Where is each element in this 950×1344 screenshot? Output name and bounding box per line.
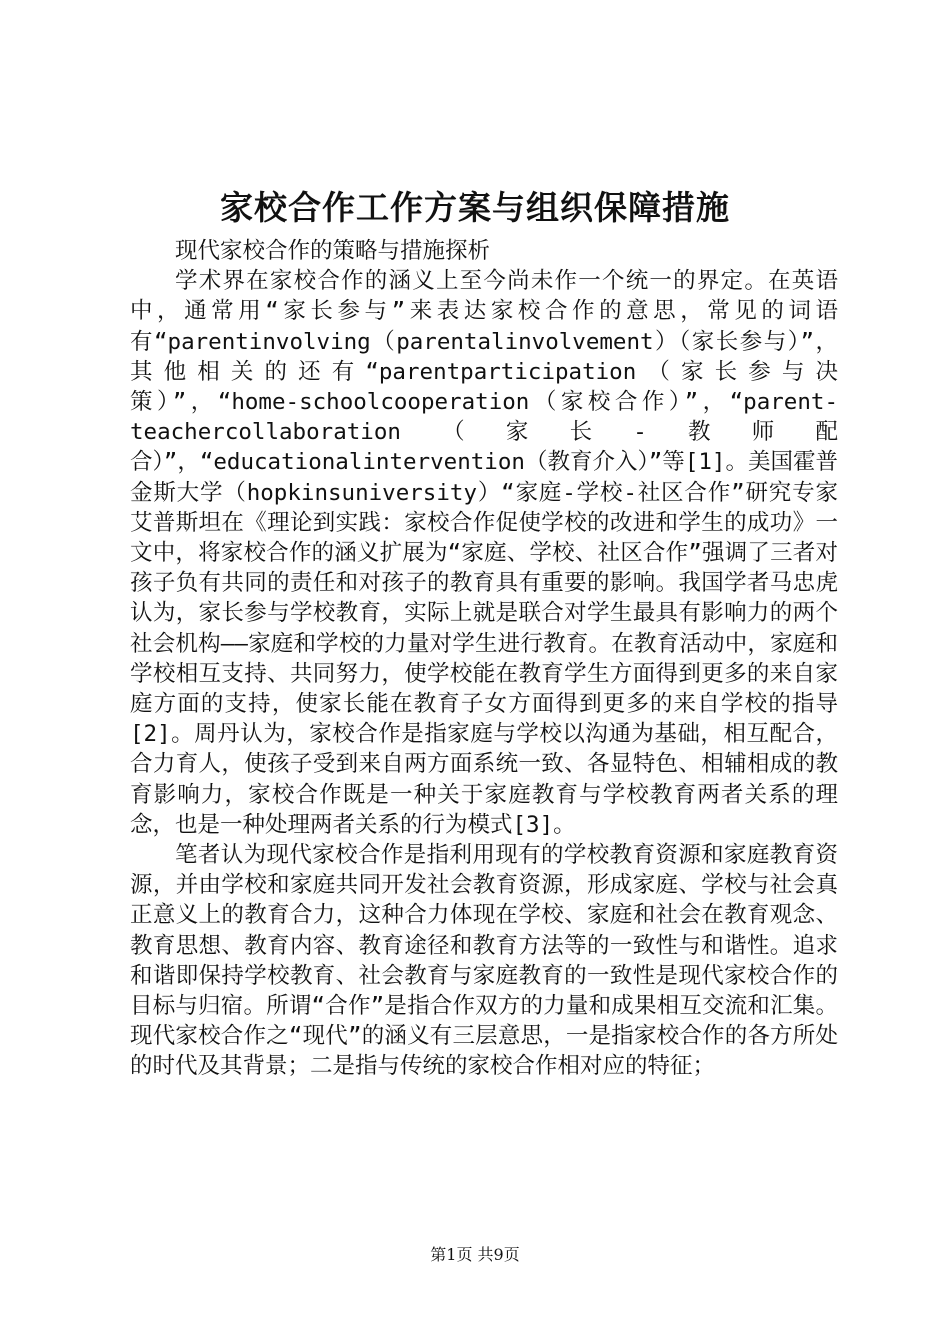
- document-title: 家校合作工作方案与组织保障措施: [220, 188, 730, 227]
- document-body: [130, 236, 838, 1082]
- page-number-footer: 第1页 共9页: [430, 1245, 520, 1264]
- paragraph-2: 笔者认为现代家校合作是指利用现有的学校教育资源和家庭教育资源，并由学校和家庭共同开发社会教育资源，形成家庭、学校与社会真正意义上的教育合力，这种合力体现在学校、家庭和社会在教育观念、教育思想、教育内容、教育途径和教育方法等的一致性与和谐性。追求和谐即保持学校教育、社会教育与家庭教育的一致性是现代家校合作的目标与归宿。所谓“合作”是指合作双方的力量和成果相互交流和汇集。现代家校合作之“现代”的涵义有三层意思，一是指家校合作的各方所处的时代及其背景；二是指与传统的家校合作相对应的特征；: [130, 842, 838, 1080]
- paragraph-1: 学术界在家校合作的涵义上至今尚未作一个统一的界定。在英语中，通常用“家长参与”来表达家校合作的意思，常见的词语有“parentinvolving（parentalinvolvement）（家长参与）”，其他相关的还有“parentparticipation（家长参与决策）”，“home-schoolcooperation（家校合作）”，“parent-teachercollaboration（家长-教师配合）”，“educationalintervention（教育介入）”等[1]。美国霍普金斯大学（hopkinsuniversity）“家庭-学校-社区合作”研究专家艾普斯坦在《理论到实践：家校合作促使学校的改进和学生的成功》一文中，将家校合作的涵义扩展为“家庭、学校、社区合作”强调了三者对孩子负有共同的责任和对孩子的教育具有重要的影响。我国学者马忠虎认为，家长参与学校教育，实际上就是联合对学生最具有影响力的两个社会机构——家庭和学校的力量对学生进行教育。在教育活动中，家庭和学校相互支持、共同努力，使学校能在教育学生方面得到更多的来自家庭方面的支持，使家长能在教育子女方面得到更多的来自学校的指导[2]。周丹认为，家校合作是指家庭与学校以沟通为基础，相互配合，合力育人，使孩子受到来自两方面系统一致、各显特色、相辅相成的教育影响力，家校合作既是一种关于家庭教育与学校教育两者关系的理念，也是一种处理两者关系的行为模式[3]。: [130, 268, 838, 838]
- document-subtitle: 现代家校合作的策略与措施探析: [175, 238, 491, 264]
